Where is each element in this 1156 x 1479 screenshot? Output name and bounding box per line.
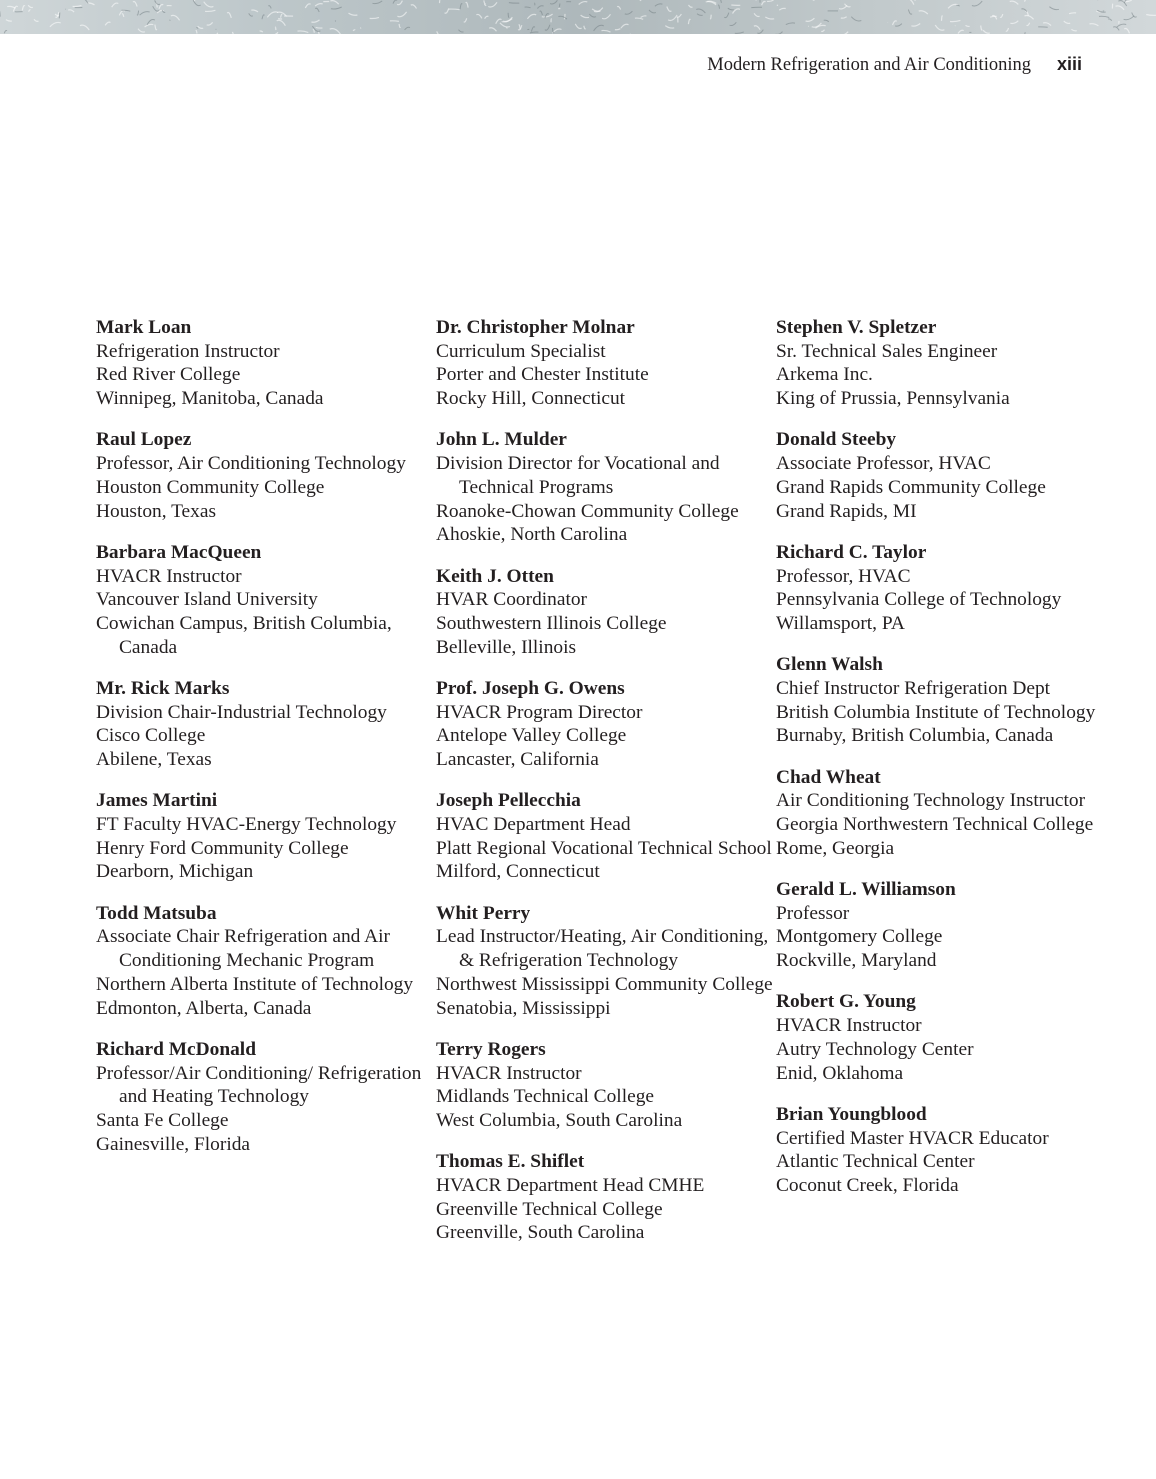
reviewer-name: Dr. Christopher Molnar <box>436 317 635 338</box>
reviewer-name: James Martini <box>96 790 218 812</box>
reviewer-entry <box>776 990 1128 1085</box>
reviewer-detail-line: Midlands Technical College <box>436 1086 654 1108</box>
reviewer-entry <box>776 316 1128 411</box>
reviewer-name: Todd Matsuba <box>96 902 217 924</box>
reviewer-name: Mark Loan <box>96 317 192 338</box>
reviewer-entry <box>436 677 788 772</box>
reviewer-name: Robert G. Young <box>776 991 916 1013</box>
reviewer-detail-line: Cisco College <box>96 725 206 747</box>
reviewer-entry <box>776 766 1128 861</box>
reviewer-detail-line: Edmonton, Alberta, Canada <box>96 997 312 1019</box>
reviewer-detail-line: British Columbia Institute of Technology <box>776 701 1096 723</box>
reviewer-name: Glenn Walsh <box>776 654 883 676</box>
reviewer-detail-line: Senatobia, Mississippi <box>436 997 611 1019</box>
reviewer-entry <box>776 878 1128 973</box>
reviewer-detail-line: Professor, Air Conditioning Technology <box>96 453 406 475</box>
reviewer-detail-line: Sr. Technical Sales Engineer <box>776 340 998 362</box>
reviewer-name: Whit Perry <box>436 902 531 924</box>
reviewer-detail-line: Lancaster, California <box>436 749 599 771</box>
reviewer-detail-line: Professor/Air Conditioning/ Refrigeration and Heating Technology <box>96 1062 422 1108</box>
reviewer-name: Donald Steeby <box>776 429 897 451</box>
reviewer-detail-line: Associate Chair Refrigeration and Air Conditioning Mechanic Program <box>96 926 391 972</box>
reviewer-detail-line: Winnipeg, Manitoba, Canada <box>96 388 324 410</box>
reviewer-detail-line: Grand Rapids Community College <box>776 476 1046 498</box>
reviewer-name: Joseph Pellecchia <box>436 790 581 812</box>
reviewer-detail-line: Northern Alberta Institute of Technology <box>96 973 414 995</box>
reviewer-entry <box>96 789 448 884</box>
reviewer-entry <box>436 1038 788 1133</box>
reviewer-detail-line: Willamsport, PA <box>776 612 905 634</box>
reviewer-detail-line: Santa Fe College <box>96 1109 229 1131</box>
reviewer-entry <box>436 428 788 547</box>
reviewer-detail-line: FT Faculty HVAC-Energy Technology <box>96 814 397 836</box>
reviewer-detail-line: Professor <box>776 902 850 924</box>
reviewer-detail-line: Cowichan Campus, British Columbia, Canada <box>96 612 392 658</box>
reviewer-detail-line: HVAC Department Head <box>436 814 631 836</box>
reviewer-name: Brian Youngblood <box>776 1103 927 1125</box>
reviewer-entry <box>776 1103 1128 1198</box>
reviewer-detail-line: Rome, Georgia <box>776 837 895 859</box>
reviewer-entry <box>776 653 1128 748</box>
reviewer-detail-line: Georgia Northwestern Technical College <box>776 814 1094 836</box>
reviewer-detail-line: Autry Technology Center <box>776 1038 974 1060</box>
reviewer-entry <box>96 677 448 772</box>
reviewer-detail-line: Southwestern Illinois College <box>436 612 667 634</box>
reviewer-detail-line: Division Director for Vocational and Technical Programs <box>436 453 720 498</box>
reviewer-detail-line: Division Chair-Industrial Technology <box>96 701 387 723</box>
reviewer-detail-line: Rockville, Maryland <box>776 950 937 972</box>
reviewer-detail-line: Certified Master HVACR Educator <box>776 1127 1049 1149</box>
reviewer-detail-line: Milford, Connecticut <box>436 861 600 883</box>
header-texture-band <box>0 0 1156 34</box>
texture-pattern <box>0 0 1156 34</box>
reviewer-detail-line: Chief Instructor Refrigeration Dept <box>776 677 1051 699</box>
reviewer-name: Terry Rogers <box>436 1038 546 1060</box>
reviewer-detail-line: Grand Rapids, MI <box>776 500 917 522</box>
reviewer-detail-line: Belleville, Illinois <box>436 636 577 658</box>
reviewer-detail-line: Red River College <box>96 364 241 386</box>
reviewer-detail-line: Dearborn, Michigan <box>96 861 254 883</box>
reviewer-detail-line: Porter and Chester Institute <box>436 364 649 386</box>
reviewer-entry <box>96 541 448 660</box>
reviewer-detail-line: Greenville Technical College <box>436 1198 663 1220</box>
reviewer-detail-line: Coconut Creek, Florida <box>776 1174 959 1196</box>
reviewer-detail-line: HVACR Program Director <box>436 701 643 723</box>
reviewer-entry <box>436 316 788 411</box>
reviewer-name: Keith J. Otten <box>436 565 554 587</box>
reviewer-detail-line: Air Conditioning Technology Instructor <box>776 790 1086 812</box>
reviewer-detail-line: HVAR Coordinator <box>436 589 587 611</box>
reviewer-entry <box>436 1150 788 1245</box>
reviewer-detail-line: HVACR Department Head CMHE <box>436 1174 705 1196</box>
reviewer-detail-line: Gainesville, Florida <box>96 1133 251 1155</box>
reviewer-entry <box>96 316 448 411</box>
reviewer-detail-line: Greenville, South Carolina <box>436 1222 645 1244</box>
reviewer-name: Stephen V. Spletzer <box>776 317 937 338</box>
reviewer-entry <box>96 1038 448 1157</box>
reviewer-name: Richard McDonald <box>96 1038 256 1060</box>
reviewer-detail-line: Refrigeration Instructor <box>96 340 280 362</box>
reviewer-name: Barbara MacQueen <box>96 541 262 563</box>
reviewer-entry <box>436 902 788 1021</box>
reviewer-detail-line: Pennsylvania College of Technology <box>776 589 1062 611</box>
reviewer-entry <box>96 428 448 523</box>
reviewer-detail-line: Lead Instructor/Heating, Air Conditioning, & Refrigeration Technology <box>436 926 769 972</box>
reviewer-name: Prof. Joseph G. Owens <box>436 677 625 699</box>
reviewer-detail-line: Professor, HVAC <box>776 565 911 587</box>
reviewer-detail-line: Northwest Mississippi Community College <box>436 973 773 995</box>
reviewer-detail-line: Houston Community College <box>96 476 325 498</box>
reviewer-entry <box>776 428 1128 523</box>
reviewer-detail-line: Curriculum Specialist <box>436 340 606 362</box>
reviewer-detail-line: Ahoskie, North Carolina <box>436 524 628 546</box>
reviewer-detail-line: Platt Regional Vocational Technical School <box>436 837 772 859</box>
page-number: xiii <box>1056 54 1082 74</box>
reviewer-detail-line: Vancouver Island University <box>96 589 318 611</box>
reviewer-detail-line: Enid, Oklahoma <box>776 1062 904 1084</box>
running-title: Modern Refrigeration and Air Conditioning <box>707 55 1031 75</box>
reviewer-name: Thomas E. Shiflet <box>436 1151 585 1173</box>
reviewer-entry <box>436 789 788 884</box>
reviewer-column-3 <box>776 316 1128 1215</box>
reviewer-name: Richard C. Taylor <box>776 541 927 563</box>
running-head <box>707 54 1082 78</box>
reviewer-entry <box>96 902 448 1021</box>
reviewer-detail-line: HVACR Instructor <box>96 565 242 587</box>
reviewer-detail-line: Burnaby, British Columbia, Canada <box>776 725 1054 747</box>
reviewer-detail-line: Abilene, Texas <box>96 749 212 771</box>
reviewer-detail-line: Roanoke-Chowan Community College <box>436 500 739 522</box>
reviewer-detail-line: King of Prussia, Pennsylvania <box>776 388 1010 410</box>
reviewer-column-1 <box>96 316 448 1174</box>
reviewer-detail-line: Houston, Texas <box>96 500 217 522</box>
reviewer-detail-line: Antelope Valley College <box>436 725 627 747</box>
reviewer-detail-line: Arkema Inc. <box>776 364 873 386</box>
reviewer-detail-line: West Columbia, South Carolina <box>436 1109 683 1131</box>
reviewer-name: Chad Wheat <box>776 766 881 788</box>
reviewer-detail-line: Associate Professor, HVAC <box>776 453 991 475</box>
reviewer-column-2 <box>436 316 788 1263</box>
reviewer-detail-line: Rocky Hill, Connecticut <box>436 388 626 410</box>
reviewer-name: Raul Lopez <box>96 429 192 451</box>
reviewer-name: Mr. Rick Marks <box>96 677 230 699</box>
reviewer-detail-line: HVACR Instructor <box>776 1015 922 1037</box>
reviewer-name: Gerald L. Williamson <box>776 879 956 901</box>
reviewer-detail-line: HVACR Instructor <box>436 1062 582 1084</box>
reviewer-detail-line: Montgomery College <box>776 926 943 948</box>
reviewer-detail-line: Atlantic Technical Center <box>776 1151 975 1173</box>
reviewer-detail-line: Henry Ford Community College <box>96 837 349 859</box>
reviewer-entry <box>776 541 1128 636</box>
reviewer-entry <box>436 565 788 660</box>
reviewer-name: John L. Mulder <box>436 429 567 451</box>
